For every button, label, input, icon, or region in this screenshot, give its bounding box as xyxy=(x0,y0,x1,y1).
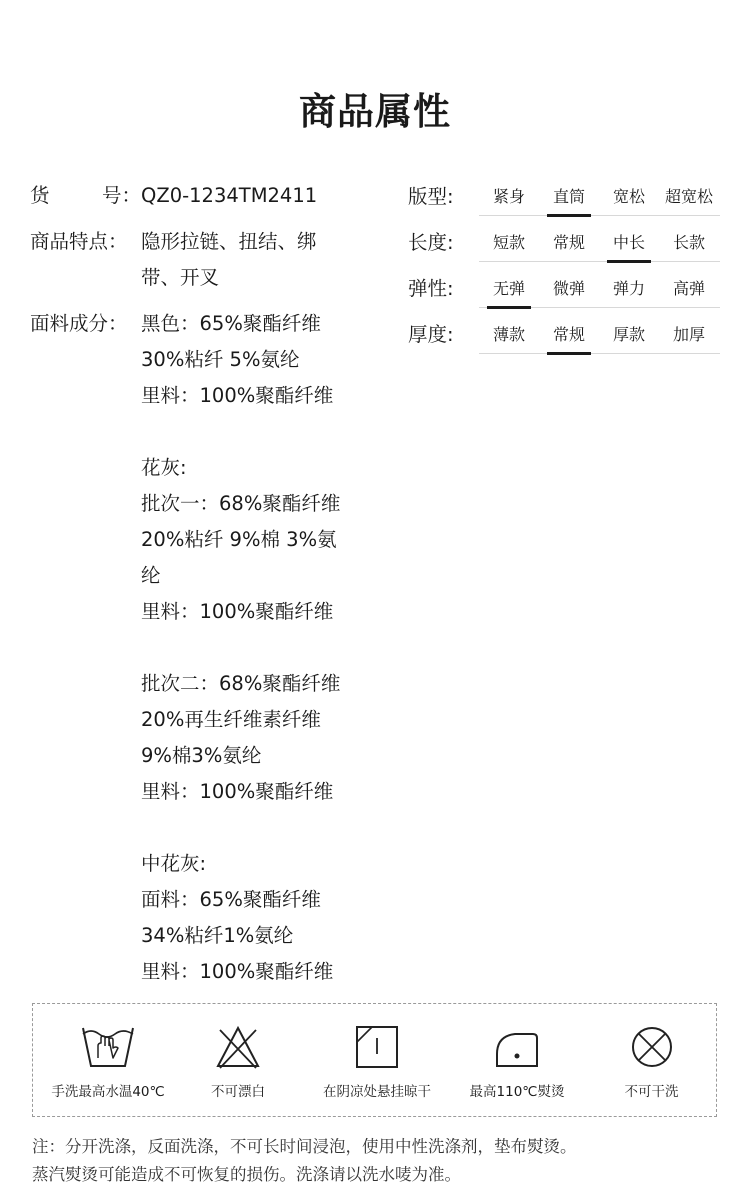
attr-value-line: 批次二：68%聚酯纤维 xyxy=(141,672,341,695)
attr-features xyxy=(30,224,375,296)
spec-row-fit xyxy=(408,178,720,224)
care-iron xyxy=(457,1024,577,1100)
attr-value-line: 里料：100%聚酯纤维 xyxy=(141,960,334,983)
spec-option: 微弹 xyxy=(552,279,585,298)
spec-options-thickness xyxy=(479,316,720,354)
attr-value-line: 34%粘纤1%氨纶 xyxy=(141,924,294,947)
care-label: 不可干洗 xyxy=(624,1084,679,1100)
spec-option: 超宽松 xyxy=(664,187,713,206)
spec-option: 宽松 xyxy=(612,187,645,206)
no-dry-clean-icon xyxy=(629,1024,675,1070)
no-bleach-icon xyxy=(214,1024,262,1070)
attr-item-no-label: 货 号： xyxy=(30,184,141,207)
attr-value-line: 20%粘纤 9%棉 3%氨 xyxy=(141,528,337,551)
spec-options-length xyxy=(479,224,720,262)
spec-option: 弹力 xyxy=(612,279,645,298)
attr-features-label: 商品特点： xyxy=(30,230,128,253)
spec-option: 常规 xyxy=(552,233,585,252)
spec-option: 薄款 xyxy=(492,325,525,344)
attr-materials xyxy=(30,306,375,990)
attr-value-line: 批次一：68%聚酯纤维 xyxy=(141,492,341,515)
spec-label-length: 长度: xyxy=(408,231,454,254)
hand-wash-icon xyxy=(81,1024,135,1070)
spec-option: 高弹 xyxy=(672,279,705,298)
attr-value-line: 30%粘纤 5%氨纶 xyxy=(141,348,300,371)
care-instructions xyxy=(32,1003,717,1117)
attr-value-line: 20%再生纤维素纤维 xyxy=(141,708,321,731)
attr-materials-values xyxy=(141,306,375,990)
spec-option: 短款 xyxy=(492,233,525,252)
attr-value-line: 带、开叉 xyxy=(141,266,220,289)
spec-option: 直筒 xyxy=(539,178,599,215)
attr-value-line xyxy=(141,810,375,846)
attr-value-line: 黑色：65%聚酯纤维 xyxy=(141,312,321,335)
spec-label-fit: 版型: xyxy=(408,185,454,208)
attr-value-line: 隐形拉链、扭结、绑 xyxy=(141,230,317,253)
spec-option: 紧身 xyxy=(492,187,525,206)
iron-110-icon xyxy=(493,1024,541,1070)
care-note xyxy=(32,1133,722,1189)
spec-table xyxy=(408,178,720,362)
care-label: 在阴凉处悬挂晾干 xyxy=(323,1084,431,1100)
spec-options-fit xyxy=(479,178,720,216)
care-label: 不可漂白 xyxy=(211,1084,265,1100)
attr-item-no-value: QZ0-1234TM2411 xyxy=(141,184,318,207)
spec-option: 中长 xyxy=(599,224,659,261)
spec-row-elasticity xyxy=(408,270,720,316)
attr-value-line: 9%棉3%氨纶 xyxy=(141,744,262,767)
care-note-line: 蒸汽熨烫可能造成不可恢复的损伤。洗涤请以洗水唛为准。 xyxy=(32,1165,461,1184)
attr-item-no xyxy=(30,178,375,214)
spec-option: 加厚 xyxy=(672,325,705,344)
page-title: 商品属性 xyxy=(299,90,451,133)
attr-value-line: 纶 xyxy=(141,564,161,587)
care-note-line: 注：分开洗涤，反面洗涤，不可长时间浸泡，使用中性洗涤剂，垫布熨烫。 xyxy=(32,1137,577,1156)
spec-option: 无弹 xyxy=(479,270,539,307)
attr-value-line: 花灰: xyxy=(141,456,187,479)
attribute-list xyxy=(30,178,375,1000)
attr-value-line: 中花灰: xyxy=(141,852,207,875)
attr-value-line: 里料：100%聚酯纤维 xyxy=(141,780,334,803)
attr-value-line: 里料：100%聚酯纤维 xyxy=(141,600,334,623)
spec-row-thickness xyxy=(408,316,720,362)
spec-options-elasticity xyxy=(479,270,720,308)
spec-label-thickness: 厚度: xyxy=(408,323,454,346)
care-label: 最高110℃熨烫 xyxy=(469,1084,565,1100)
attr-value-line: 面料：65%聚酯纤维 xyxy=(141,888,321,911)
attr-value-line xyxy=(141,414,375,450)
care-no-bleach xyxy=(183,1024,293,1100)
care-hand-wash xyxy=(43,1024,173,1100)
spec-option: 长款 xyxy=(672,233,705,252)
spec-label-elasticity: 弹性: xyxy=(408,277,454,300)
care-label: 手洗最高水温40℃ xyxy=(51,1084,165,1100)
care-no-dry-clean xyxy=(599,1024,704,1100)
spec-option: 厚款 xyxy=(612,325,645,344)
spec-row-length xyxy=(408,224,720,270)
spec-option: 常规 xyxy=(539,316,599,353)
attr-materials-label: 面料成分： xyxy=(30,312,128,335)
attr-value-line: 里料：100%聚酯纤维 xyxy=(141,384,334,407)
shade-hang-dry-icon xyxy=(354,1024,400,1070)
care-shade-dry xyxy=(307,1024,447,1100)
attr-features-values xyxy=(141,224,375,296)
attr-value-line xyxy=(141,630,375,666)
